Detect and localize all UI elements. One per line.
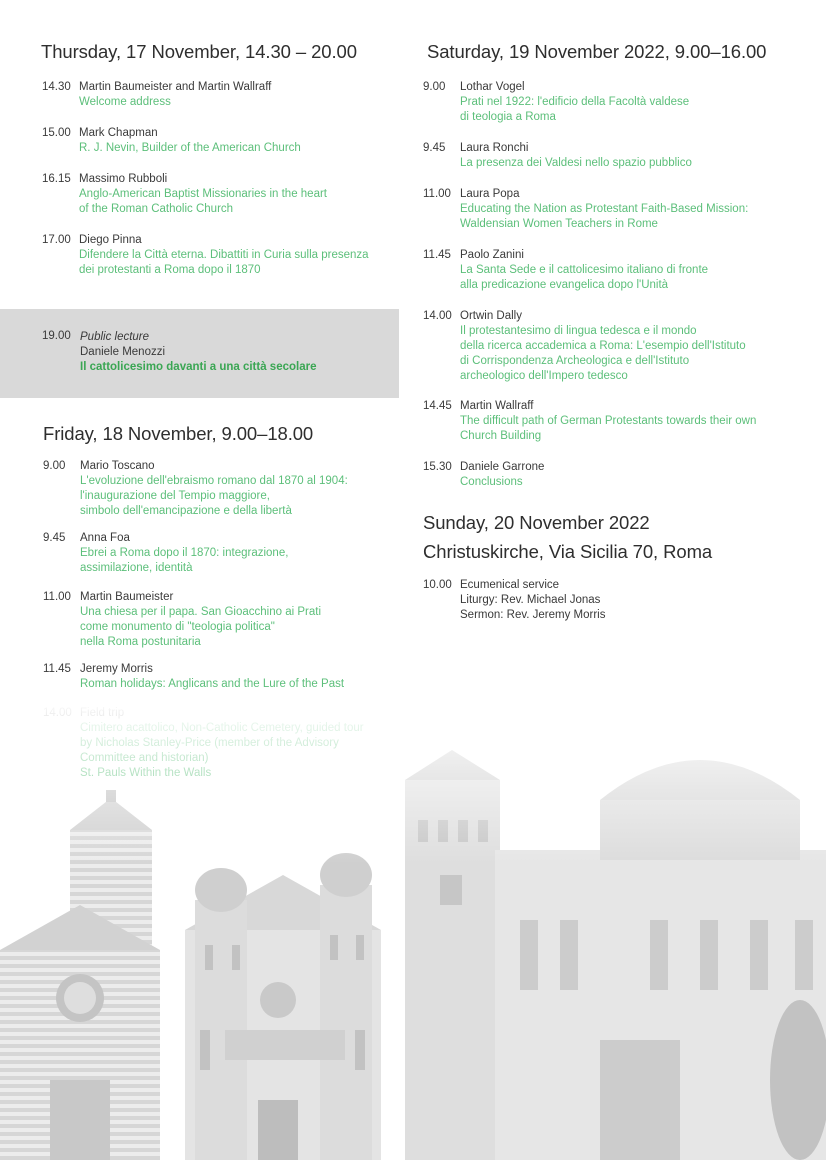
session-speaker: Jeremy Morris	[80, 663, 153, 675]
session-time: 17.00	[42, 234, 71, 246]
session-title-line: Anglo-American Baptist Missionaries in the heart	[79, 188, 328, 200]
rome-churches-illustration	[0, 700, 826, 1169]
public-lecture-box	[0, 309, 399, 398]
session-title-line: Conclusions	[460, 476, 523, 488]
session-title-line: Educating the Nation as Protestant Faith-Based Mission:	[460, 203, 749, 215]
session-title	[79, 141, 409, 156]
session-title-line: La Santa Sede e il cattolicesimo italiano di fronte	[460, 264, 709, 276]
session-title-line: Waldensian Women Teachers in Rome	[460, 218, 658, 230]
session-title-line: Church Building	[460, 430, 542, 442]
session-time: 11.45	[423, 249, 451, 261]
session-title-line: Il protestantesimo di lingua tedesca e il mondo	[460, 325, 697, 337]
session-time: 11.00	[43, 591, 71, 603]
session-title	[80, 605, 410, 650]
session-title-line: La presenza dei Valdesi nello spazio pubblico	[460, 157, 692, 169]
session-title	[79, 187, 409, 217]
session-title-line: of the Roman Catholic Church	[79, 203, 234, 215]
saturday-heading: Saturday, 19 November 2022, 9.00–16.00	[427, 41, 767, 62]
thursday-heading: Thursday, 17 November, 14.30 – 20.00	[41, 41, 357, 62]
service-line: Ecumenical service	[460, 579, 560, 591]
friday-heading: Friday, 18 November, 9.00–18.00	[43, 423, 314, 444]
session-time: 11.00	[423, 188, 451, 200]
session-title-line: simbolo dell'emancipazione e della libertà	[80, 505, 292, 517]
session-speaker: Paolo Zanini	[460, 249, 524, 261]
session-title	[460, 263, 790, 293]
session-title	[79, 95, 409, 110]
session-speaker: Anna Foa	[80, 532, 130, 544]
session-speaker: Ortwin Dally	[460, 310, 522, 322]
session-time: 14.30	[42, 81, 71, 93]
session-title-line: The difficult path of German Protestants towards their own	[460, 415, 757, 427]
session-time: 11.45	[43, 663, 71, 675]
sunday-heading: Sunday, 20 November 2022	[423, 512, 650, 533]
session-speaker: Martin Baumeister and Martin Wallraff	[79, 81, 272, 93]
session-time: 15.00	[42, 127, 71, 139]
session-title	[80, 677, 410, 692]
liturgy-line: Liturgy: Rev. Michael Jonas	[460, 594, 601, 606]
session-speaker: Laura Popa	[460, 188, 520, 200]
session-time: 14.00	[423, 310, 452, 322]
session-title	[460, 156, 790, 171]
session-title-line: come monumento di "teologia politica"	[80, 621, 275, 633]
session-time: 9.45	[423, 142, 446, 154]
session-speaker: Mario Toscano	[80, 460, 155, 472]
session-time: 15.30	[423, 461, 452, 473]
session-title-line: Una chiesa per il papa. San Gioacchino ai Prati	[80, 606, 322, 618]
lecture-speaker: Daniele Menozzi	[80, 346, 166, 358]
session-title-line: R. J. Nevin, Builder of the American Church	[79, 142, 301, 154]
session-title-line: alla predicazione evangelica dopo l'Unità	[460, 279, 669, 291]
session-title-line: della ricerca accademica a Roma: L'esempio dell'Istituto	[460, 340, 746, 352]
session-title-line: Difendere la Città eterna. Dibattiti in Curia sulla presenza	[79, 249, 369, 261]
session-time: 9.45	[43, 532, 66, 544]
session-title-line: di Corrispondenza Archeologica e dell'Istituto	[460, 355, 690, 367]
session-title	[80, 474, 410, 519]
session-speaker: Mark Chapman	[79, 127, 158, 139]
session-speaker: Martin Baumeister	[80, 591, 174, 603]
session-speaker: Diego Pinna	[79, 234, 142, 246]
session-title-line: L'evoluzione dell'ebraismo romano dal 1870 al 1904:	[80, 475, 348, 487]
session-title	[79, 248, 409, 278]
lecture-label: Public lecture	[80, 331, 150, 343]
lecture-title: Il cattolicesimo davanti a una città secolare	[80, 361, 317, 373]
session-title-line: l'inaugurazione del Tempio maggiore,	[80, 490, 270, 502]
lecture-time: 19.00	[42, 330, 71, 342]
sermon-line: Sermon: Rev. Jeremy Morris	[460, 609, 606, 621]
session-time: 14.45	[423, 400, 452, 412]
session-title-line: archeologico dell'Impero tedesco	[460, 370, 628, 382]
session-title	[80, 546, 410, 576]
session-speaker: Massimo Rubboli	[79, 173, 168, 185]
session-time: 9.00	[423, 81, 446, 93]
session-title-line: Welcome address	[79, 96, 171, 108]
session-title-line: Roman holidays: Anglicans and the Lure of the Past	[80, 678, 345, 690]
session-speaker: Martin Wallraff	[460, 400, 534, 412]
session-speaker: Daniele Garrone	[460, 461, 545, 473]
session-title-line: di teologia a Roma	[460, 111, 556, 123]
session-title	[460, 324, 790, 384]
session-title	[460, 414, 790, 444]
session-speaker: Lothar Vogel	[460, 81, 525, 93]
session-time: 16.15	[42, 173, 71, 185]
session-title	[460, 95, 790, 125]
session-speaker: Laura Ronchi	[460, 142, 529, 154]
session-time: 10.00	[423, 579, 452, 591]
sunday-venue: Christuskirche, Via Sicilia 70, Roma	[423, 541, 713, 562]
session-title-line: Prati nel 1922: l'edificio della Facoltà valdese	[460, 96, 690, 108]
session-title-line: nella Roma postunitaria	[80, 636, 201, 648]
session-title-line: assimilazione, identità	[80, 562, 193, 574]
session-title-line: dei protestanti a Roma dopo il 1870	[79, 264, 261, 276]
session-title	[460, 475, 790, 490]
session-title-line: Ebrei a Roma dopo il 1870: integrazione,	[80, 547, 289, 559]
session-time: 9.00	[43, 460, 66, 472]
session-title	[460, 202, 790, 232]
